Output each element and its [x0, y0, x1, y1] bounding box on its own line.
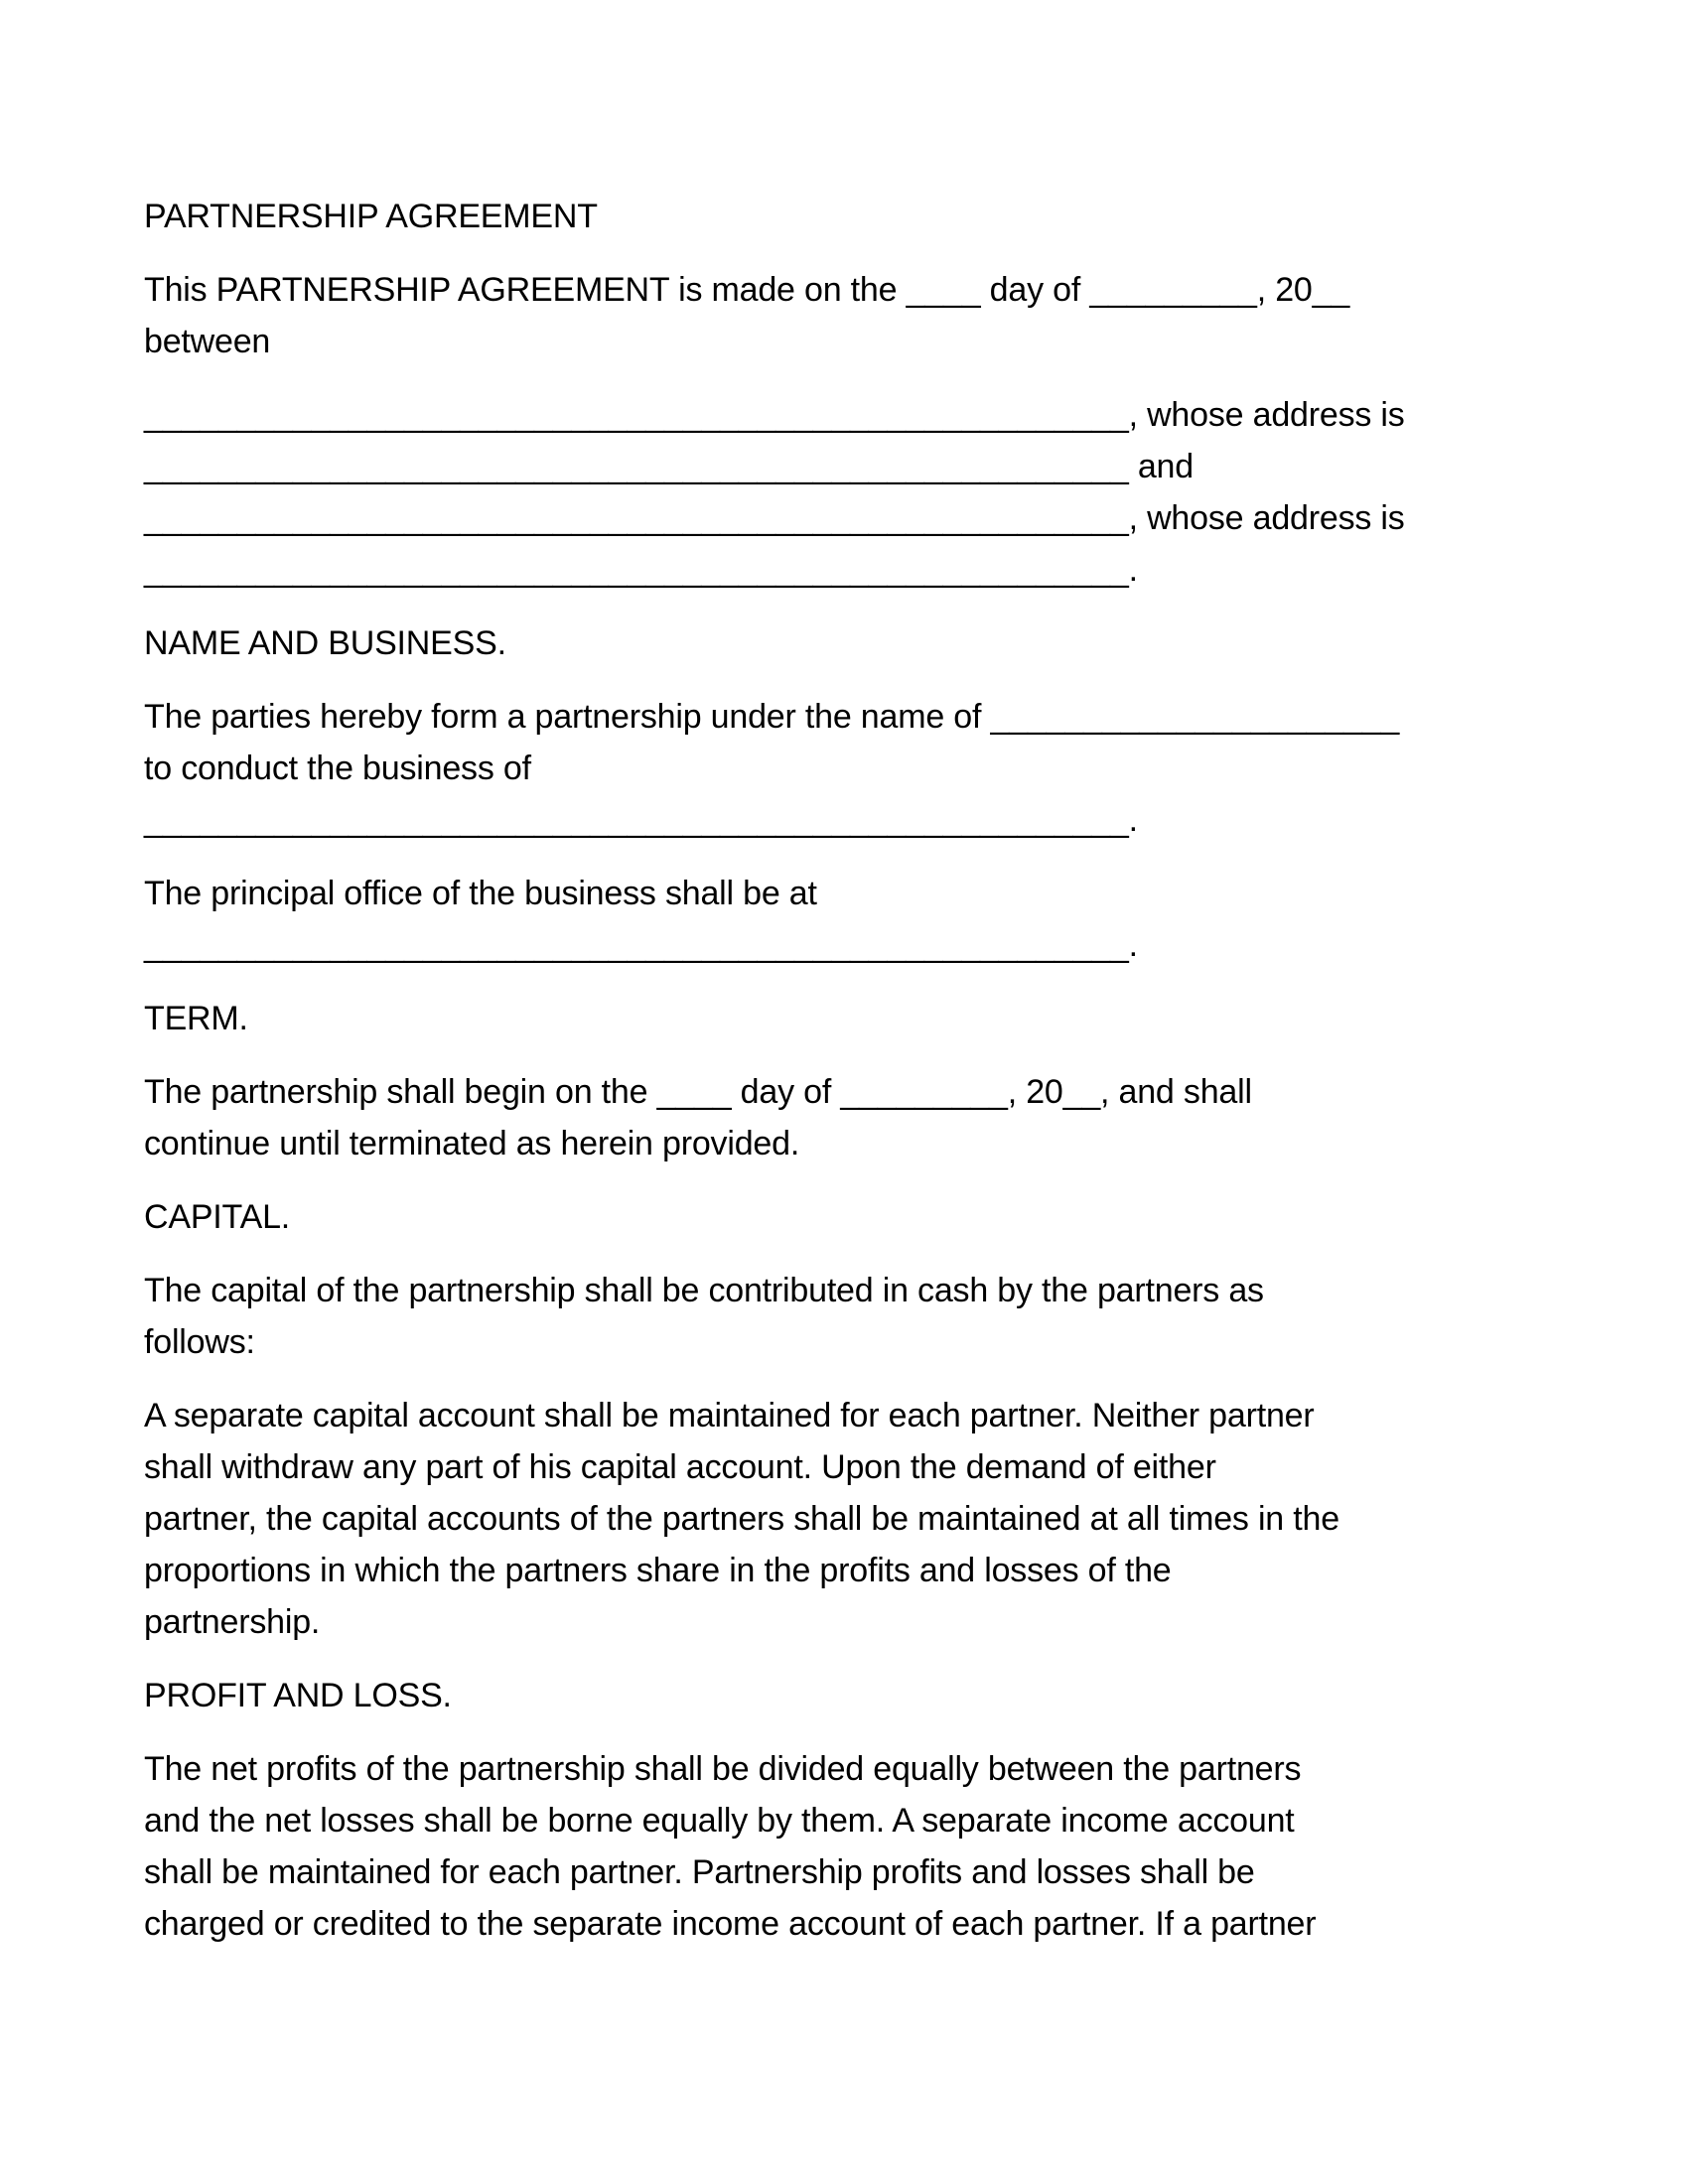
paragraph-party-blanks [144, 389, 1546, 596]
paragraph-partnership-name [144, 691, 1546, 846]
fill-in-line: _____________________________________________________. [144, 551, 1138, 589]
doc-line: shall withdraw any part of his capital account. Upon the demand of either [144, 1448, 1216, 1486]
doc-line: The principal office of the business shall be at [144, 875, 817, 912]
heading-term [144, 993, 1546, 1044]
section-heading: PROFIT AND LOSS. [144, 1677, 452, 1714]
doc-line: The partnership shall begin on the ____ day of _________, 20__, and shall [144, 1073, 1252, 1111]
doc-line: partner, the capital accounts of the partners shall be maintained at all times in the [144, 1500, 1339, 1538]
doc-line: to conduct the business of [144, 750, 531, 787]
section-heading: NAME AND BUSINESS. [144, 624, 506, 662]
fill-in-line: _____________________________________________________. [144, 801, 1138, 839]
doc-line: This PARTNERSHIP AGREEMENT is made on the ____ day of _________, 20__ [144, 271, 1350, 309]
fill-in-line: _____________________________________________________, whose address is [144, 499, 1405, 537]
fill-in-line: _____________________________________________________, whose address is [144, 396, 1405, 434]
document-title: PARTNERSHIP AGREEMENT [144, 198, 598, 235]
section-heading: CAPITAL. [144, 1198, 291, 1236]
paragraph-principal-office [144, 868, 1546, 971]
doc-line: shall be maintained for each partner. Partnership profits and losses shall be [144, 1853, 1255, 1891]
doc-line: partnership. [144, 1603, 321, 1641]
paragraph-capital-accounts [144, 1390, 1546, 1648]
doc-line: charged or credited to the separate income account of each partner. If a partner [144, 1905, 1317, 1943]
doc-line: follows: [144, 1323, 255, 1361]
heading-capital [144, 1191, 1546, 1243]
paragraph-profit-and-loss [144, 1743, 1546, 1950]
document-title-block [144, 191, 1546, 242]
paragraph-intro [144, 264, 1546, 367]
doc-line: The net profits of the partnership shall be divided equally between the partners [144, 1750, 1302, 1788]
doc-line: The capital of the partnership shall be contributed in cash by the partners as [144, 1272, 1264, 1309]
doc-line: and the net losses shall be borne equally by them. A separate income account [144, 1802, 1295, 1840]
heading-name-and-business [144, 617, 1546, 669]
doc-line: The parties hereby form a partnership under the name of ______________________ [144, 698, 1400, 736]
fill-in-line: _____________________________________________________. [144, 926, 1138, 964]
section-heading: TERM. [144, 1000, 248, 1037]
heading-profit-and-loss [144, 1670, 1546, 1721]
doc-line: A separate capital account shall be maintained for each partner. Neither partner [144, 1397, 1315, 1434]
paragraph-term [144, 1066, 1546, 1169]
fill-in-line: _____________________________________________________ and [144, 448, 1194, 485]
doc-line: continue until terminated as herein provided. [144, 1125, 800, 1162]
document-page [144, 191, 1546, 1972]
doc-line: between [144, 323, 271, 360]
paragraph-capital-contribution [144, 1265, 1546, 1368]
doc-line: proportions in which the partners share in the profits and losses of the [144, 1552, 1172, 1589]
